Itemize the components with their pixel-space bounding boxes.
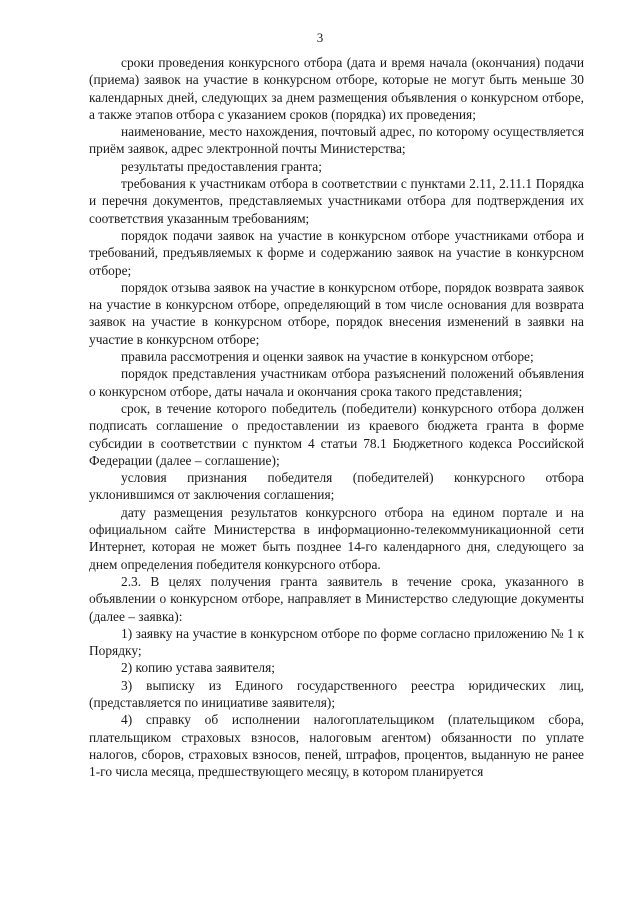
paragraph-application-procedure: порядок подачи заявок на участие в конкурсном отборе участниками отбора и требований, предъявляемых к форме и содержанию заявок на участие в конкурсном отборе; (89, 227, 584, 278)
list-item-4: 4) справку об исполнении налогоплательщиком (плательщиком сбора, плательщиком страховых взносов, налоговым агентом) обязанности по уплате налогов, сборов, страховых взносов, пеней, штрафов, процентов, выданную не ранее 1-го числа месяца, предшествующего месяцу, в котором планируется (89, 712, 584, 780)
paragraph-section-2-3: 2.3. В целях получения гранта заявитель в течение срока, указанного в объявлении о конкурсном отборе, направляет в Министерство следующие документы (далее – заявка): (89, 573, 584, 624)
paragraph-clarifications: порядок представления участникам отбора разъяснений положений объявления о конкурсном отборе, даты начала и окончания срока такого представления; (89, 366, 584, 399)
paragraph-evaluation-rules: правила рассмотрения и оценки заявок на участие в конкурсном отборе; (121, 349, 534, 365)
paragraph-grant-results: результаты предоставления гранта; (121, 158, 322, 174)
paragraph-competition-deadlines: сроки проведения конкурсного отбора (дата и время начала (окончания) подачи (приема) заявок на участие в конкурсном отборе, которые не могут быть меньше 30 календарных дней, следующих за днем размещения объявления о конкурсном отборе, а также этапов отбора с указанием сроков (порядка) их проведения; (89, 55, 584, 122)
paragraph-participant-requirements: требования к участникам отбора в соответствии с пунктами 2.11, 2.11.1 Порядка и перечня документов, представляемых участниками отбора для подтверждения их соответствия указанным требованиям; (89, 176, 584, 226)
list-item-3: 3) выписку из Единого государственного реестра юридических лиц, (представляется по инициативе заявителя); (89, 677, 584, 710)
list-item-2: 2) копию устава заявителя; (121, 660, 275, 676)
page-number: 3 (316, 30, 324, 45)
document-body (89, 54, 584, 780)
paragraph-evasion-conditions: условия признания победителя (победителей) конкурсного отбора уклонившимся от заключения соглашения; (89, 470, 584, 503)
paragraph-withdrawal-procedure: порядок отзыва заявок на участие в конкурсном отборе, порядок возврата заявок на участие в конкурсном отборе, определяющий в том числе основания для возврата заявок на участие в конкурсном отборе, порядок внесения изменений в заявки на участие в конкурсном отборе; (89, 279, 584, 347)
paragraph-results-publication: дату размещения результатов конкурсного отбора на едином портале и на официальном сайте Министерства в информационно-телекоммуникационной сети Интернет, которая не может быть позднее 14-го календарного дня, следующего за днем определения победителя конкурсного отбора. (89, 504, 584, 572)
paragraph-ministry-address: наименование, место нахождения, почтовый адрес, по которому осуществляется приём заявок, адрес электронной почты Министерства; (89, 124, 584, 157)
list-item-1: 1) заявку на участие в конкурсном отборе по форме согласно приложению № 1 к Порядку; (89, 625, 584, 659)
paragraph-agreement-term: срок, в течение которого победитель (победители) конкурсного отбора должен подписать соглашение о предоставлении из краевого бюджета гранта в форме субсидии в соответствии с пунктом 4 статьи 78.1 Бюджетного кодекса Российской Федерации (далее – соглашение); (89, 400, 584, 468)
